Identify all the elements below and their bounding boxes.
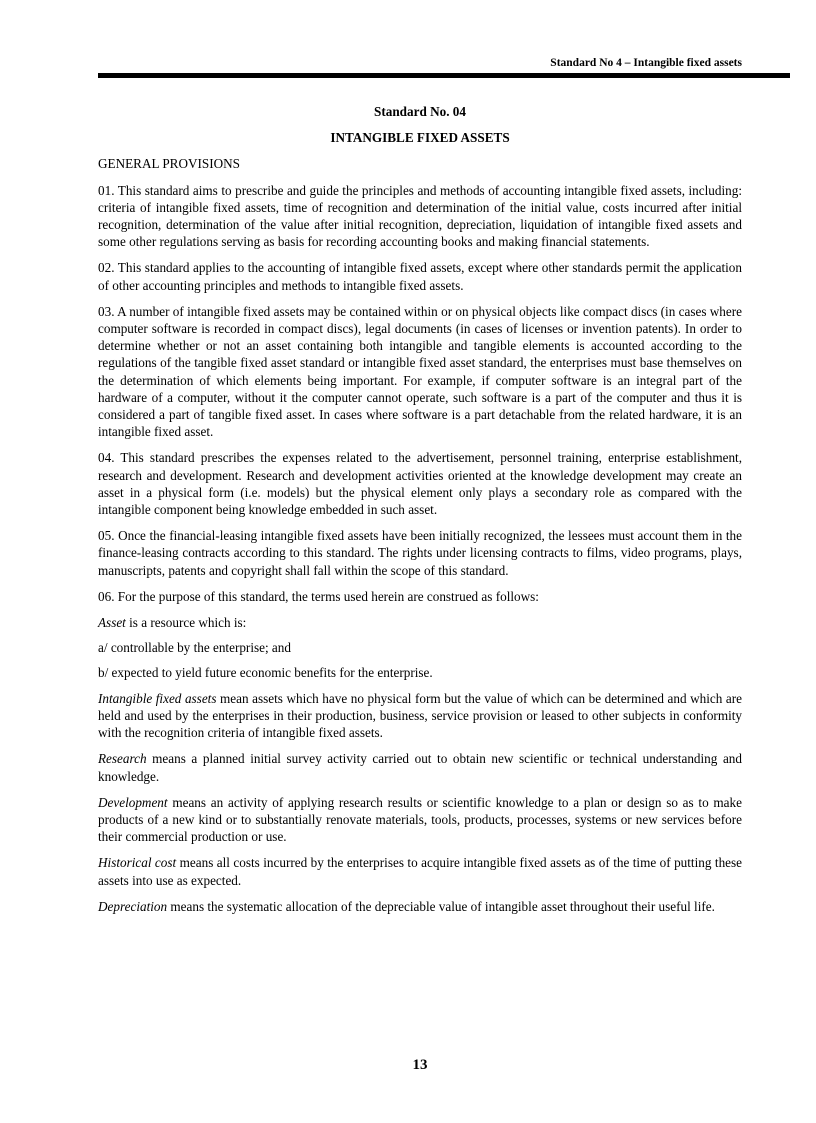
definition-asset-text: is a resource which is: xyxy=(125,615,247,631)
definition-historical-cost xyxy=(98,854,742,888)
definition-intangible-text: mean assets which have no physical form but the value of which can be determined and which are held and used by the enterprises in their production, business, service provision or leased to other subjects in conformity with the recognition criteria of intangible fixed assets. xyxy=(98,690,742,741)
term-asset: Asset xyxy=(98,615,126,631)
paragraph-02: 02. This standard applies to the accounting of intangible fixed assets, except where other standards permit the application of other accounting principles and methods to intangible fixed assets. xyxy=(98,260,742,293)
standard-number-title: Standard No. 04 xyxy=(374,104,466,119)
running-header: Standard No 4 – Intangible fixed assets xyxy=(550,57,742,69)
definition-asset-item-b: b/ expected to yield future economic benefits for the enterprise. xyxy=(98,665,433,681)
definition-depreciation-text: means the systematic allocation of the depreciable value of intangible asset throughout their useful life. xyxy=(167,898,715,914)
paragraph-05: 05. Once the financial-leasing intangible fixed assets have been initially recognized, the lessees must account them in the finance-leasing contracts according to this standard. The rights under licensing contracts to films, video programs, plays, manuscripts, patents and copyright shall fall within the scope of this standard. xyxy=(98,528,742,578)
document-body xyxy=(98,103,742,924)
definition-development-text: means an activity of applying research results or scientific knowledge to a plan or design so as to make products of a new kind or to substantially renovate materials, tools, products, processes, systems or new services before their commercial production or use. xyxy=(98,794,742,845)
paragraph-01: 01. This standard aims to prescribe and guide the principles and methods of accounting intangible fixed assets, including: criteria of intangible fixed assets, time of recognition and determination of the initial value, costs incurred after initial recognition, determination of the value after initial recognition, depreciation, liquidation of intangible fixed assets and some other regulations serving as basis for recording accounting books and making financial statements. xyxy=(98,182,742,250)
definition-research xyxy=(98,750,742,784)
definition-historical-cost-text: means all costs incurred by the enterprises to acquire intangible fixed assets as of the time of putting these assets into use as expected. xyxy=(98,855,742,888)
paragraph-04: 04. This standard prescribes the expenses related to the advertisement, personnel training, enterprise establishment, research and development. Research and development activities oriented at the knowledge development may create an asset in a physical form (i.e. models) but the physical element only plays a secondary role as compared with the intangible component being knowledge embedded in such asset. xyxy=(98,450,742,518)
definition-asset-item-a: a/ controllable by the enterprise; and xyxy=(98,640,291,656)
page-number: 13 xyxy=(412,1057,428,1073)
section-heading: GENERAL PROVISIONS xyxy=(98,156,241,172)
term-research: Research xyxy=(98,751,147,767)
standard-name-title: INTANGIBLE FIXED ASSETS xyxy=(330,130,510,146)
definition-development xyxy=(98,794,742,846)
paragraph-06: 06. For the purpose of this standard, the terms used herein are construed as follows: xyxy=(98,588,539,604)
term-depreciation: Depreciation xyxy=(98,898,168,914)
definition-intangible-fixed-assets xyxy=(98,690,742,742)
term-development: Development xyxy=(98,794,168,810)
definition-research-text: means a planned initial survey activity carried out to obtain new scientific or technical understanding and knowledge. xyxy=(98,751,742,784)
header-rule xyxy=(98,73,790,78)
term-historical-cost: Historical cost xyxy=(98,855,177,871)
definition-depreciation xyxy=(98,898,742,915)
term-intangible-fixed-assets: Intangible fixed assets xyxy=(98,690,217,706)
paragraph-03: 03. A number of intangible fixed assets may be contained within or on physical objects like compact discs (in cases where computer software is recorded in compact discs), legal documents (in cases of licenses or invention patents). In order to determine whether or not an asset containing both intangible and tangible elements is accounted according to the regulations of the tangible fixed asset standard or intangible fixed asset standard, the enterprises must base themselves on the determination of which elements being important. For example, if computer software is an integral part of the hardware of a computer, without it the computer cannot operate, such software is a part of the computer and thus it is considered a part of tangible fixed asset. In cases where software is a part detachable from the related hardware, it is an intangible fixed asset. xyxy=(98,303,742,440)
definition-asset xyxy=(98,614,742,631)
